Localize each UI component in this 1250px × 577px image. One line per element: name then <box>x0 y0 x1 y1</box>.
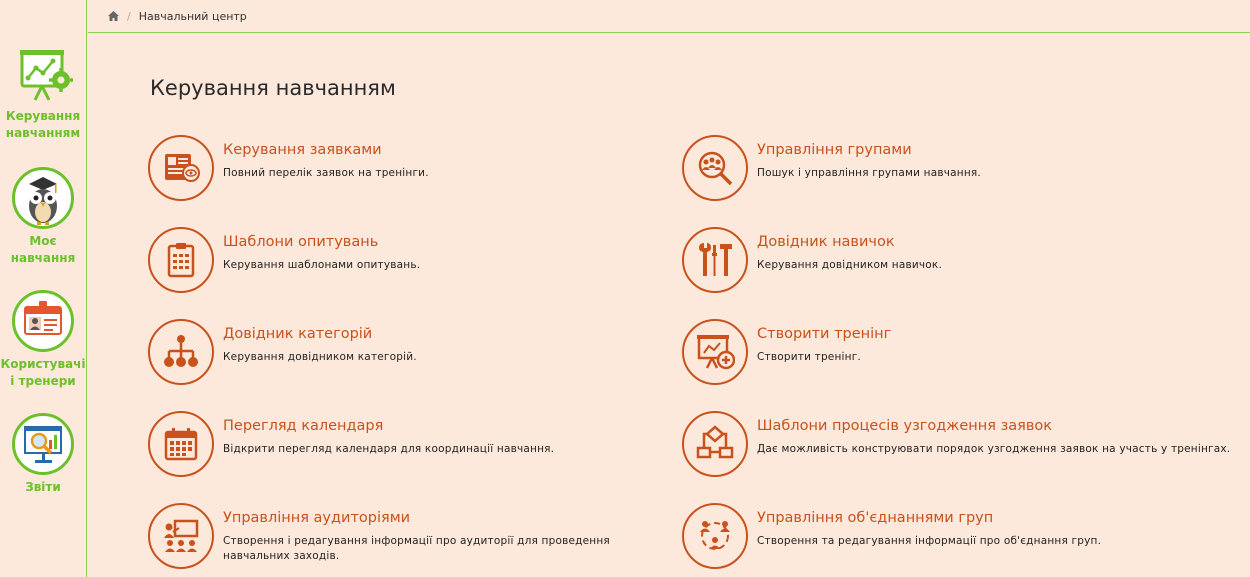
tile-description: Пошук і управління групами навчання. <box>757 167 981 179</box>
sidebar-item-label: Користувачі <box>0 357 86 371</box>
sidebar <box>0 0 87 577</box>
tile-description: Створити тренінг. <box>757 351 861 363</box>
tile-title: Управління аудиторіями <box>223 510 411 526</box>
request-card-eye-icon <box>148 135 214 201</box>
owl-graduate-icon <box>12 167 74 229</box>
breadcrumb <box>88 0 1250 33</box>
tile-description: Створення та редагування інформації про об'єднання груп. <box>757 535 1102 547</box>
sidebar-item-learning-management[interactable] <box>0 48 86 142</box>
tile-title: Управління групами <box>757 142 912 158</box>
sidebar-item-users-trainers[interactable] <box>0 290 86 390</box>
tile-groups[interactable] <box>682 135 1202 215</box>
tile-approval-workflow-templates[interactable] <box>682 411 1242 491</box>
sidebar-item-label: Моє <box>29 234 57 248</box>
tile-title: Керування заявками <box>223 142 382 158</box>
classroom-icon <box>148 503 214 569</box>
tile-group-unions[interactable] <box>682 503 1202 577</box>
tile-description: Керування шаблонами опитувань. <box>223 259 421 271</box>
tile-title: Шаблони опитувань <box>223 234 379 250</box>
group-union-icon <box>682 503 748 569</box>
tile-description: Повний перелік заявок на тренінги. <box>223 167 429 179</box>
group-search-icon <box>682 135 748 201</box>
tile-title: Створити тренінг <box>757 326 892 342</box>
tools-icon <box>682 227 748 293</box>
tile-description: Відкрити перегляд календаря для координації навчання. <box>223 443 555 455</box>
tile-title: Перегляд календаря <box>223 418 384 434</box>
tile-survey-templates[interactable] <box>148 227 668 307</box>
sidebar-item-label: навчанням <box>5 126 81 140</box>
id-card-icon <box>12 290 74 352</box>
tile-description: Керування довідником навичок. <box>757 259 942 271</box>
tile-description: Дає можливість конструювати порядок узгодження заявок на участь у тренінгах. <box>757 443 1231 455</box>
workflow-icon <box>682 411 748 477</box>
report-magnifier-icon <box>12 413 74 475</box>
home-icon[interactable] <box>108 11 119 21</box>
survey-clipboard-icon <box>148 227 214 293</box>
sidebar-item-label: навчання <box>10 251 76 265</box>
tile-auditoriums[interactable] <box>148 503 668 577</box>
tile-title: Довідник навичок <box>757 234 895 250</box>
sidebar-item-label: Звіти <box>25 480 61 494</box>
page-title: Керування навчанням <box>150 76 396 100</box>
presentation-chart-gear-icon <box>11 48 75 104</box>
sidebar-item-my-learning[interactable] <box>0 167 86 267</box>
tile-category-directory[interactable] <box>148 319 668 399</box>
tile-description: Створення і редагування інформації про аудиторії для проведення навчальних заходів. <box>223 535 610 562</box>
tile-skills-directory[interactable] <box>682 227 1202 307</box>
tile-title: Довідник категорій <box>223 326 373 342</box>
hierarchy-icon <box>148 319 214 385</box>
breadcrumb-current: Навчальний центр <box>138 9 247 23</box>
tile-description: Керування довідником категорій. <box>223 351 417 363</box>
breadcrumb-separator: / <box>127 9 131 23</box>
tile-title: Шаблони процесів узгодження заявок <box>757 418 1053 434</box>
tile-requests[interactable] <box>148 135 668 215</box>
tile-title: Управління об'єднаннями груп <box>757 510 994 526</box>
sidebar-item-reports[interactable] <box>0 413 86 496</box>
sidebar-item-label: Керування <box>5 109 81 123</box>
calendar-icon <box>148 411 214 477</box>
presentation-add-icon <box>682 319 748 385</box>
sidebar-item-label: і тренери <box>10 374 76 388</box>
tile-calendar-view[interactable] <box>148 411 668 491</box>
tile-create-training[interactable] <box>682 319 1202 399</box>
